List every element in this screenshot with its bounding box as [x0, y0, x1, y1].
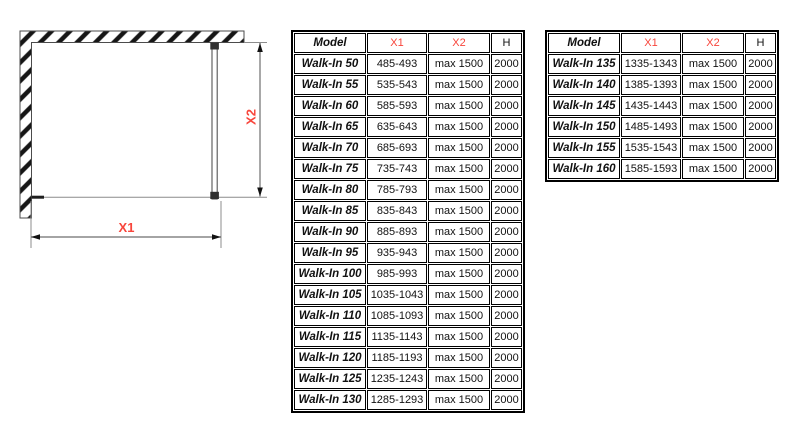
cell-h: 2000: [745, 54, 776, 74]
cell-h: 2000: [745, 96, 776, 116]
cell-x1: 1285-1293: [367, 390, 427, 410]
cell-model: Walk-In 155: [548, 138, 620, 158]
cell-h: 2000: [491, 369, 522, 389]
cell-model: Walk-In 145: [548, 96, 620, 116]
cell-model: Walk-In 120: [294, 348, 366, 368]
table-row: [294, 327, 522, 347]
cell-x1: 1235-1243: [367, 369, 427, 389]
cell-x2: max 1500: [428, 201, 490, 221]
table-row: [294, 117, 522, 137]
cell-x2: max 1500: [428, 285, 490, 305]
cell-model: Walk-In 70: [294, 138, 366, 158]
x2-dimension-label: X2: [243, 109, 259, 125]
cell-h: 2000: [491, 390, 522, 410]
cell-h: 2000: [745, 159, 776, 179]
cell-h: 2000: [491, 306, 522, 326]
panel-clamp-top: [210, 43, 219, 50]
cell-x2: max 1500: [428, 180, 490, 200]
cell-x2: max 1500: [428, 243, 490, 263]
cell-model: Walk-In 125: [294, 369, 366, 389]
cell-x1: 535-543: [367, 75, 427, 95]
cell-x2: max 1500: [682, 54, 744, 74]
x1-arrow-right: [212, 234, 221, 240]
cell-h: 2000: [491, 327, 522, 347]
cell-x2: max 1500: [428, 264, 490, 284]
table-row: [294, 243, 522, 263]
cell-h: 2000: [745, 138, 776, 158]
cell-x2: max 1500: [428, 306, 490, 326]
table-row: [294, 222, 522, 242]
table-row: [294, 201, 522, 221]
cell-model: Walk-In 95: [294, 243, 366, 263]
cell-h: 2000: [491, 348, 522, 368]
table-row: [294, 54, 522, 74]
cell-model: Walk-In 105: [294, 285, 366, 305]
header-row: [294, 33, 522, 53]
cell-model: Walk-In 150: [548, 117, 620, 137]
wall-profile-tick: [32, 196, 45, 199]
cell-x1: 1585-1593: [621, 159, 681, 179]
cell-x1: 585-593: [367, 96, 427, 116]
table-row: [294, 138, 522, 158]
table-row: [294, 159, 522, 179]
table-row: [548, 96, 776, 116]
cell-x1: 835-843: [367, 201, 427, 221]
cell-model: Walk-In 90: [294, 222, 366, 242]
glass-panel: [212, 43, 217, 200]
table-row: [294, 180, 522, 200]
cell-x1: 1085-1093: [367, 306, 427, 326]
cell-x2: max 1500: [428, 138, 490, 158]
spec-table-large-models: [545, 30, 779, 182]
cell-x1: 1335-1343: [621, 54, 681, 74]
cell-x1: 785-793: [367, 180, 427, 200]
spec-table-small-models: [291, 30, 525, 413]
cell-model: Walk-In 110: [294, 306, 366, 326]
table-row: [294, 390, 522, 410]
cell-x1: 1035-1043: [367, 285, 427, 305]
cell-x2: max 1500: [682, 117, 744, 137]
cell-x2: max 1500: [428, 369, 490, 389]
cell-x1: 685-693: [367, 138, 427, 158]
cell-h: 2000: [491, 243, 522, 263]
cell-h: 2000: [491, 117, 522, 137]
table-row: [548, 75, 776, 95]
cell-x1: 635-643: [367, 117, 427, 137]
cell-x2: max 1500: [428, 390, 490, 410]
cell-x2: max 1500: [682, 75, 744, 95]
table-row: [294, 348, 522, 368]
cell-model: Walk-In 100: [294, 264, 366, 284]
cell-x2: max 1500: [682, 96, 744, 116]
cell-model: Walk-In 80: [294, 180, 366, 200]
x2-arrow-top: [257, 43, 263, 52]
cell-x1: 1135-1143: [367, 327, 427, 347]
x2-arrow-bottom: [257, 188, 263, 197]
cell-model: Walk-In 85: [294, 201, 366, 221]
col-header-model: Model: [294, 33, 366, 53]
cell-x2: max 1500: [428, 117, 490, 137]
cell-model: Walk-In 135: [548, 54, 620, 74]
cell-model: Walk-In 160: [548, 159, 620, 179]
cell-x2: max 1500: [428, 159, 490, 179]
cell-x1: 735-743: [367, 159, 427, 179]
cell-x2: max 1500: [428, 222, 490, 242]
cell-h: 2000: [491, 222, 522, 242]
col-header-model: Model: [548, 33, 620, 53]
cell-x1: 1535-1543: [621, 138, 681, 158]
cell-h: 2000: [491, 264, 522, 284]
header-row: [548, 33, 776, 53]
cell-x2: max 1500: [428, 54, 490, 74]
cell-x1: 1385-1393: [621, 75, 681, 95]
table-row: [548, 117, 776, 137]
cell-model: Walk-In 130: [294, 390, 366, 410]
table-row: [294, 264, 522, 284]
cell-h: 2000: [491, 180, 522, 200]
x1-dimension-label: X1: [118, 220, 135, 235]
table-row: [294, 75, 522, 95]
cell-h: 2000: [491, 201, 522, 221]
cell-x1: 1435-1443: [621, 96, 681, 116]
cell-h: 2000: [491, 285, 522, 305]
table-body: [294, 54, 522, 410]
cell-h: 2000: [745, 117, 776, 137]
cell-x1: 935-943: [367, 243, 427, 263]
col-header-x2: X2: [428, 33, 490, 53]
cell-x2: max 1500: [682, 159, 744, 179]
cell-model: Walk-In 115: [294, 327, 366, 347]
cell-x2: max 1500: [428, 96, 490, 116]
wall-hatched: [20, 31, 244, 218]
cell-model: Walk-In 75: [294, 159, 366, 179]
table-row: [294, 306, 522, 326]
table-row: [294, 369, 522, 389]
col-header-x1: X1: [621, 33, 681, 53]
cell-x1: 885-893: [367, 222, 427, 242]
cell-h: 2000: [491, 96, 522, 116]
panel-clamp-bottom: [210, 192, 219, 199]
cell-model: Walk-In 60: [294, 96, 366, 116]
cell-x2: max 1500: [428, 75, 490, 95]
cell-h: 2000: [491, 138, 522, 158]
col-header-x1: X1: [367, 33, 427, 53]
col-header-h: H: [491, 33, 522, 53]
cell-x2: max 1500: [428, 348, 490, 368]
x1-arrow-left: [31, 234, 40, 240]
walk-in-diagram: [0, 0, 290, 262]
table-body: [548, 54, 776, 179]
table-row: [548, 159, 776, 179]
cell-x2: max 1500: [682, 138, 744, 158]
cell-h: 2000: [745, 75, 776, 95]
cell-x1: 1185-1193: [367, 348, 427, 368]
table-row: [294, 285, 522, 305]
table-row: [548, 138, 776, 158]
table-row: [294, 96, 522, 116]
cell-x1: 985-993: [367, 264, 427, 284]
table-row: [548, 54, 776, 74]
cell-h: 2000: [491, 75, 522, 95]
cell-model: Walk-In 65: [294, 117, 366, 137]
cell-model: Walk-In 140: [548, 75, 620, 95]
cell-model: Walk-In 50: [294, 54, 366, 74]
cell-h: 2000: [491, 159, 522, 179]
cell-model: Walk-In 55: [294, 75, 366, 95]
cell-x1: 1485-1493: [621, 117, 681, 137]
col-header-x2: X2: [682, 33, 744, 53]
cell-h: 2000: [491, 54, 522, 74]
cell-x2: max 1500: [428, 327, 490, 347]
cell-x1: 485-493: [367, 54, 427, 74]
col-header-h: H: [745, 33, 776, 53]
